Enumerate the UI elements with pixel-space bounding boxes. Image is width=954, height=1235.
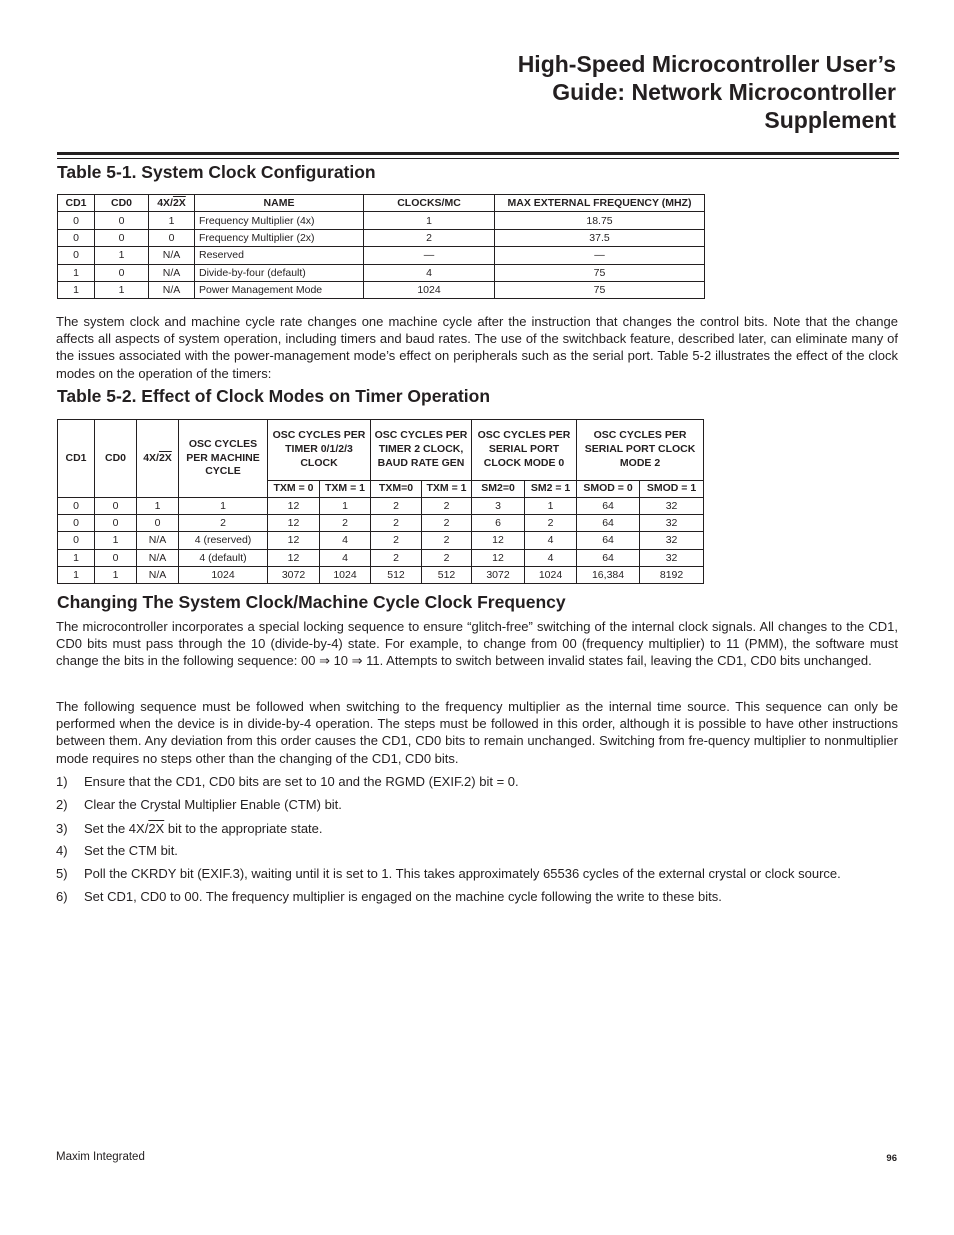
table-cell: 0	[58, 515, 95, 532]
table-cell: 37.5	[495, 229, 705, 246]
table-cell: Frequency Multiplier (2x)	[195, 229, 364, 246]
table-cell: 1	[95, 281, 149, 298]
table-cell: N/A	[149, 264, 195, 281]
table-cell: 0	[95, 212, 149, 229]
table-cell: 3	[472, 498, 525, 515]
table-cell: 4	[364, 264, 495, 281]
step-number: 6)	[56, 889, 68, 904]
step-number: 5)	[56, 866, 68, 881]
subheader-txm1-b: TXM = 1	[422, 480, 472, 497]
table-cell: Reserved	[195, 247, 364, 264]
subheader-txm0: TXM = 0	[268, 480, 320, 497]
table-cell: 32	[640, 515, 704, 532]
table-cell: —	[495, 247, 705, 264]
list-item	[56, 773, 901, 790]
table-cell: 2	[371, 498, 422, 515]
header-rule-thin	[57, 158, 899, 159]
title-line-1: High-Speed Microcontroller User’s	[517, 51, 896, 77]
table-cell: N/A	[137, 549, 179, 566]
col-header-name: NAME	[195, 195, 364, 212]
switch-sequence-paragraph: The following sequence must be followed when switching to the frequency multiplier as the internal time source. This sequence can only be performed when the device is in divide-by-4 operation. The steps must be followed in this order, although it is possible to have other instructions between them. Any deviation from this order causes the CD1, CD0 bits to remain unchanged. Switching from fre-quency multiplier to nonmultiplier mode requires no steps other than the changing of the CD1, CD0 bits.	[56, 699, 898, 766]
table-cell: 0	[58, 229, 95, 246]
table-cell: 1	[95, 566, 137, 583]
table-cell: Power Management Mode	[195, 281, 364, 298]
table-cell: 2	[525, 515, 577, 532]
table-cell: 0	[149, 229, 195, 246]
table-cell: 1024	[179, 566, 268, 583]
table-cell: 32	[640, 532, 704, 549]
table-cell: 6	[472, 515, 525, 532]
col-header-cd1: CD1	[58, 195, 95, 212]
subheader-txm0-b: TXM=0	[371, 480, 422, 497]
table-cell: 1	[525, 498, 577, 515]
col-header-cd1: CD1	[58, 420, 95, 498]
table-row	[58, 532, 704, 549]
document-title	[336, 50, 896, 134]
list-item	[56, 888, 901, 905]
step-text: Set the CTM bit.	[84, 843, 178, 858]
table-cell: 1	[58, 566, 95, 583]
col-header-timer2-baud: OSC CYCLES PER TIMER 2 CLOCK, BAUD RATE GEN	[371, 420, 472, 481]
table-cell: 64	[577, 498, 640, 515]
table-cell: —	[364, 247, 495, 264]
table-cell: N/A	[149, 247, 195, 264]
table-cell: 0	[95, 498, 137, 515]
step-text-post: bit to the appropriate state.	[164, 821, 323, 836]
table-cell: 0	[95, 229, 149, 246]
list-item	[56, 865, 901, 882]
step-text-pre: Set the 4X/	[84, 821, 149, 836]
col-header-clocks-mc: CLOCKS/MC	[364, 195, 495, 212]
col-header-4x2x: 4X/2X	[149, 195, 195, 212]
table-cell: N/A	[137, 532, 179, 549]
table-cell: 0	[95, 264, 149, 281]
timer-table-body	[58, 498, 704, 584]
table-row	[58, 247, 705, 264]
table-cell: 0	[58, 212, 95, 229]
col-header-max-freq: MAX EXTERNAL FREQUENCY (MHZ)	[495, 195, 705, 212]
subheader-smod0: SMOD = 0	[577, 480, 640, 497]
table-cell: 3072	[472, 566, 525, 583]
table-cell: Frequency Multiplier (4x)	[195, 212, 364, 229]
clock-rate-paragraph: The system clock and machine cycle rate changes one machine cycle after the instruction that changes the control bits. Note that the change affects all aspects of system operation, including timers and baud rates. The use of the switchback feature, described later, can eliminate many of the issues associated with the power-management mode’s effect on peripherals such as the serial port. Table 5-2 illustrates the effect of the clock modes on the operation of the timers:	[56, 314, 898, 381]
col-header-machine-cycle: OSC CYCLES PER MACHINE CYCLE	[179, 420, 268, 498]
table-cell: 512	[422, 566, 472, 583]
col-header-cd0: CD0	[95, 195, 149, 212]
table-cell: 4	[525, 549, 577, 566]
table-cell: 1024	[525, 566, 577, 583]
step-text: Poll the CKRDY bit (EXIF.3), waiting until it is set to 1. This takes approximately 65536 cycles of the external crystal or clock source.	[84, 866, 841, 881]
table-cell: 4 (reserved)	[179, 532, 268, 549]
section-heading: Changing The System Clock/Machine Cycle Clock Frequency	[57, 592, 566, 612]
table-row	[58, 515, 704, 532]
table-cell: 1	[179, 498, 268, 515]
table-cell: 2	[320, 515, 371, 532]
table-cell: 75	[495, 281, 705, 298]
table-cell: 32	[640, 549, 704, 566]
table-cell: 2	[422, 532, 472, 549]
table-cell: 12	[268, 515, 320, 532]
table-header-row	[58, 195, 705, 212]
page-number: 96	[886, 1153, 897, 1164]
title-line-2: Guide: Network Microcontroller	[552, 79, 896, 105]
step-text: Clear the Crystal Multiplier Enable (CTM) bit.	[84, 797, 342, 812]
table-row	[58, 498, 704, 515]
timer-operation-table	[57, 419, 704, 584]
subheader-sm2-1: SM2 = 1	[525, 480, 577, 497]
table-cell: 2	[422, 498, 472, 515]
table-cell: 4	[320, 532, 371, 549]
table-cell: 1	[320, 498, 371, 515]
table-cell: 12	[268, 498, 320, 515]
table-row	[58, 566, 704, 583]
table-row	[58, 281, 705, 298]
list-item	[56, 842, 901, 859]
table-cell: Divide-by-four (default)	[195, 264, 364, 281]
table-1-caption: Table 5-1. System Clock Configuration	[57, 162, 376, 182]
list-item	[56, 820, 901, 837]
table-cell: 0	[58, 498, 95, 515]
table-cell: 512	[371, 566, 422, 583]
table-cell: 8192	[640, 566, 704, 583]
table-cell: 1024	[364, 281, 495, 298]
table-cell: 1	[137, 498, 179, 515]
table-cell: 12	[268, 532, 320, 549]
table-cell: 4	[525, 532, 577, 549]
table-cell: N/A	[137, 566, 179, 583]
table-cell: 1	[58, 264, 95, 281]
table-cell: 16,384	[577, 566, 640, 583]
step-number: 2)	[56, 797, 68, 812]
table-cell: 0	[137, 515, 179, 532]
table-cell: 2	[371, 532, 422, 549]
table-cell: 2	[179, 515, 268, 532]
table-row	[58, 212, 705, 229]
step-number: 4)	[56, 843, 68, 858]
table-row	[58, 229, 705, 246]
table-cell: 1	[58, 281, 95, 298]
table-cell: 64	[577, 515, 640, 532]
table-cell: 64	[577, 549, 640, 566]
table-cell: 64	[577, 532, 640, 549]
step-number: 1)	[56, 774, 68, 789]
table-cell: 2	[364, 229, 495, 246]
col-header-cd0: CD0	[95, 420, 137, 498]
table-cell: 75	[495, 264, 705, 281]
table-cell: 12	[472, 532, 525, 549]
locking-sequence-paragraph: The microcontroller incorporates a special locking sequence to ensure “glitch-free” switching of the internal clock signals. All changes to the CD1, CD0 bits must pass through the 10 (divide-by-4) state. For example, to change from 00 (frequency multiplier) to 11 (PMM), the software must change the bits in the following sequence: 00 ⇒ 10 ⇒ 11. Attempts to switch between invalid states fail, leaving the CD1, CD0 bits unchanged.	[56, 619, 898, 669]
step-text: Set CD1, CD0 to 00. The frequency multiplier is engaged on the machine cycle following the write to these bits.	[84, 889, 722, 904]
table-cell: 2	[422, 549, 472, 566]
table-header-row	[58, 420, 704, 481]
col-header-timer-clock: OSC CYCLES PER TIMER 0/1/2/3 CLOCK	[268, 420, 371, 481]
table-2-caption: Table 5-2. Effect of Clock Modes on Timer Operation	[57, 386, 491, 406]
table-cell: 1	[149, 212, 195, 229]
table-cell: 32	[640, 498, 704, 515]
col-header-4x2x: 4X/2X	[137, 420, 179, 498]
table-cell: N/A	[149, 281, 195, 298]
table-cell: 1	[58, 549, 95, 566]
table-cell: 0	[58, 532, 95, 549]
table-cell: 3072	[268, 566, 320, 583]
table-cell: 2	[371, 515, 422, 532]
table-cell: 1	[364, 212, 495, 229]
step-number: 3)	[56, 821, 68, 836]
subheader-smod1: SMOD = 1	[640, 480, 704, 497]
system-clock-config-table	[57, 194, 705, 299]
table-cell: 0	[95, 515, 137, 532]
table-cell: 2	[371, 549, 422, 566]
table-cell: 2	[422, 515, 472, 532]
table-cell: 1	[95, 247, 149, 264]
table-cell: 4 (default)	[179, 549, 268, 566]
table-cell: 4	[320, 549, 371, 566]
list-item	[56, 796, 901, 813]
title-line-3: Supplement	[764, 107, 896, 133]
table-cell: 0	[58, 247, 95, 264]
table-cell: 1	[95, 532, 137, 549]
table-row	[58, 264, 705, 281]
table-cell: 12	[472, 549, 525, 566]
footer-company: Maxim Integrated	[56, 1151, 145, 1163]
step-text: Ensure that the CD1, CD0 bits are set to 10 and the RGMD (EXIF.2) bit = 0.	[84, 774, 519, 789]
subheader-txm1: TXM = 1	[320, 480, 371, 497]
table-cell: 1024	[320, 566, 371, 583]
header-rule-thick	[57, 152, 899, 155]
table-cell: 12	[268, 549, 320, 566]
col-header-serial-mode0: OSC CYCLES PER SERIAL PORT CLOCK MODE 0	[472, 420, 577, 481]
step-text-overline: 2X	[148, 821, 165, 836]
table-cell: 0	[95, 549, 137, 566]
table-row	[58, 549, 704, 566]
col-header-serial-mode2: OSC CYCLES PER SERIAL PORT CLOCK MODE 2	[577, 420, 704, 481]
table-cell: 18.75	[495, 212, 705, 229]
subheader-sm2-0: SM2=0	[472, 480, 525, 497]
